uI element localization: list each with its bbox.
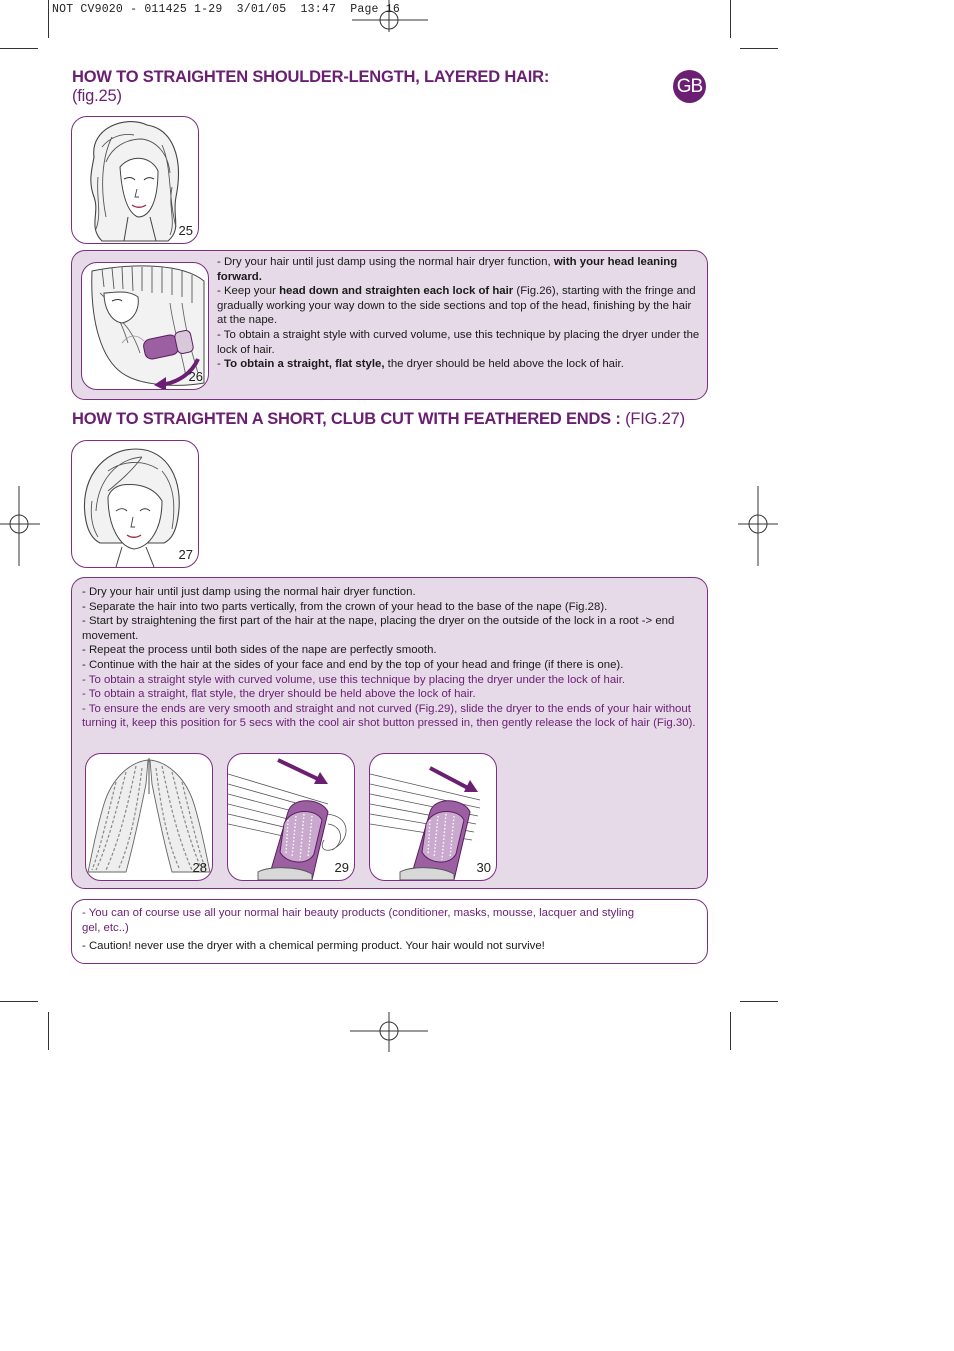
box2-line: - Start by straightening the first part of the hair at the nape, placing the dryer on the outside of the lock in a root -> end movement.	[82, 615, 675, 642]
box2-line: - To ensure the ends are very smooth and straight and not curved (Fig.29), slide the dryer to the ends of your hair without turning it, keep this position for 5 secs with the cool air shot button pressed in, then gently release the lock of hair (Fig.30).	[82, 702, 696, 730]
print-slug: NOT CV9020 - 011425 1-29 3/01/05 13:47 Page 16	[52, 3, 400, 16]
figure-28	[85, 753, 213, 881]
figure-26	[81, 262, 209, 390]
figure-25	[71, 116, 199, 244]
note-products: - You can of course use all your normal hair beauty products (conditioner, masks, mousse, lacquer and styling gel, etc..)	[82, 907, 635, 934]
registration-mark-left	[0, 486, 40, 566]
language-badge: GB	[673, 70, 706, 103]
section2-subtitle: (FIG.27)	[625, 410, 685, 428]
crop-mark	[0, 48, 38, 49]
crop-mark	[48, 1012, 49, 1050]
box1-line: - Dry your hair until just damp using the normal hair dryer function, with your head leaning forward.	[217, 256, 678, 283]
figure-29	[227, 753, 355, 881]
crop-mark	[0, 1001, 38, 1002]
box2-line: - Continue with the hair at the sides of your face and end by the top of your head and fringe (if there is one).	[82, 658, 624, 671]
section1-title-text: HOW TO STRAIGHTEN SHOULDER-LENGTH, LAYERED HAIR:	[72, 68, 550, 86]
notes-box	[71, 899, 708, 964]
box1-line: - To obtain a straight, flat style, the dryer should be held above the lock of hair.	[217, 358, 624, 371]
figure-27	[71, 440, 199, 568]
crop-mark	[730, 0, 731, 38]
figure-number: 28	[192, 860, 207, 875]
box2-line: - To obtain a straight, flat style, the dryer should be held above the lock of hair.	[82, 688, 476, 701]
registration-mark-right	[738, 486, 778, 566]
figure-number: 25	[178, 223, 193, 238]
instructions-box-2	[71, 577, 708, 889]
figure-number: 30	[476, 860, 491, 875]
note-caution: - Caution! never use the dryer with a chemical perming product. Your hair would not survive!	[82, 940, 545, 953]
crop-mark	[48, 0, 49, 38]
figure-number: 29	[334, 860, 349, 875]
crop-mark	[730, 1012, 731, 1050]
section1-subtitle: (fig.25)	[72, 87, 122, 105]
box2-text	[82, 585, 704, 731]
box2-line: - To obtain a straight style with curved volume, use this technique by placing the dryer under the lock of hair.	[82, 673, 626, 686]
instructions-box-1	[71, 250, 708, 400]
section1-title	[72, 68, 549, 106]
box1-text	[217, 255, 702, 372]
section2-title	[72, 410, 685, 429]
crop-mark	[740, 48, 778, 49]
figure-number: 26	[188, 369, 203, 384]
section2-title-text: HOW TO STRAIGHTEN A SHORT, CLUB CUT WITH FEATHERED ENDS :	[72, 410, 626, 428]
box2-line: - Separate the hair into two parts vertically, from the crown of your head to the base of the nape (Fig.28).	[82, 600, 608, 613]
box2-line: - Repeat the process until both sides of the nape are perfectly smooth.	[82, 644, 437, 657]
figure-30	[369, 753, 497, 881]
box1-line: - Keep your head down and straighten each lock of hair (Fig.26), starting with the fringe and gradually working your way down to the side sections and top of the head, finishing by the hair at the nape.	[217, 285, 696, 327]
figure-number: 27	[178, 547, 193, 562]
crop-mark	[740, 1001, 778, 1002]
registration-mark-bottom	[350, 1012, 430, 1052]
notes-text	[82, 906, 652, 954]
box1-line: - To obtain a straight style with curved volume, use this technique by placing the dryer under the lock of hair.	[217, 328, 700, 356]
box2-line: - Dry your hair until just damp using the normal hair dryer function.	[82, 586, 416, 598]
